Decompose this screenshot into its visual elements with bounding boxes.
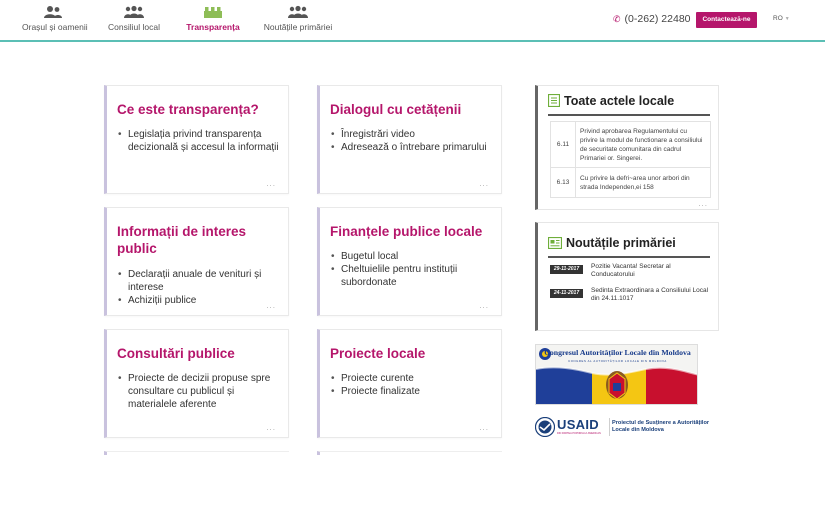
act-number: 6.13	[551, 168, 576, 198]
section-link[interactable]: • Bugetul local	[330, 250, 497, 263]
title-underline	[548, 256, 710, 258]
section-link[interactable]: • Adresează o întrebare primarului	[330, 141, 497, 154]
section-card-partial	[317, 451, 502, 455]
more-link[interactable]: ...	[698, 199, 708, 208]
section-title[interactable]: Informații de interes public	[117, 224, 247, 256]
usaid-tagline: DIN PARTEA POPORULUI AMERICAN	[557, 432, 601, 435]
section-link[interactable]: • Cheltuielile pentru instituții subordonate	[330, 263, 497, 289]
usaid-logo-text: USAID	[557, 417, 599, 432]
more-link[interactable]: ...	[266, 179, 276, 188]
people-icon	[22, 5, 84, 19]
usaid-banner[interactable]	[535, 416, 715, 438]
nav-item-transparency[interactable]	[186, 5, 240, 32]
section-card-what-is-transparency	[104, 85, 289, 194]
chevron-down-icon: ▼	[784, 16, 790, 22]
section-card-local-projects	[317, 329, 502, 438]
nav-item-news[interactable]	[263, 5, 333, 32]
local-acts-title[interactable]	[548, 94, 674, 110]
section-links	[330, 250, 497, 289]
section-title[interactable]: Finanțele publice locale	[330, 224, 483, 239]
contact-button[interactable]: Contactează-ne	[696, 12, 757, 28]
act-text[interactable]: Privind aprobarea Regulamentului cu privire la modul de functionare a consiliului de securitate comunitara din cadrul Primariei or. Singerei.	[576, 122, 711, 168]
document-icon	[548, 94, 560, 110]
phone-text: (0-262) 22480	[624, 13, 691, 25]
section-links	[330, 128, 497, 154]
section-card-public-consultations	[104, 329, 289, 438]
nav-label: Transparența	[186, 22, 240, 32]
usaid-project-name: Proiectul de Susținere a Autorităților Locale din Moldova	[612, 420, 710, 433]
phone-number[interactable]	[613, 13, 691, 25]
section-links	[117, 268, 284, 307]
section-card-public-information	[104, 207, 289, 316]
section-title[interactable]: Dialogul cu cetățenii	[330, 102, 462, 117]
top-navigation	[0, 0, 825, 42]
table-row[interactable]	[551, 122, 711, 168]
act-text[interactable]: Cu privire la defri~area unor arbori din strada Independen,ei 158	[576, 168, 711, 198]
transparency-icon	[186, 5, 240, 19]
nav-label: Orașul și oamenii	[22, 22, 88, 32]
more-link[interactable]: ...	[479, 301, 489, 310]
section-links	[117, 128, 284, 154]
news-title-text: Noutățile primăriei	[566, 236, 676, 250]
nav-label: Consiliul local	[108, 22, 160, 32]
news-title[interactable]	[548, 236, 676, 252]
section-card-citizen-dialogue	[317, 85, 502, 194]
more-link[interactable]: ...	[266, 423, 276, 432]
news-icon	[263, 5, 333, 19]
local-acts-panel	[535, 85, 719, 210]
clam-banner[interactable]	[535, 344, 698, 405]
divider	[609, 418, 610, 436]
local-acts-table	[550, 121, 711, 198]
clam-banner-subtitle: CONGRES AL AUTORITĂȚILOR LOCALE DIN MOLDOVA	[568, 359, 667, 363]
title-underline	[548, 114, 710, 116]
language-label: RO	[773, 15, 783, 22]
usaid-seal-icon	[535, 417, 555, 437]
newspaper-icon	[548, 237, 562, 252]
news-date: 29-11-2017	[550, 265, 583, 274]
act-number: 6.11	[551, 122, 576, 168]
section-card-partial	[104, 451, 289, 455]
phone-icon: ✆	[613, 14, 621, 24]
table-row[interactable]	[551, 168, 711, 198]
clam-banner-title: Congresul Autorităților Locale din Moldova	[544, 348, 691, 357]
news-text[interactable]: Sedinta Extraordinara a Consiliului Local din 24.11.1017	[591, 287, 709, 302]
news-text[interactable]: Pozitie Vacanta! Secretar al Conducatorului	[591, 263, 671, 278]
section-link[interactable]: • Proiecte finalizate	[330, 385, 497, 398]
nav-label: Noutățile primăriei	[263, 22, 333, 32]
more-link[interactable]: ...	[266, 301, 276, 310]
council-icon	[108, 5, 160, 19]
section-links	[330, 372, 497, 398]
section-links	[117, 372, 284, 411]
news-date: 24-11-2017	[550, 289, 583, 298]
local-acts-title-text: Toate actele locale	[564, 94, 675, 108]
more-link[interactable]: ...	[479, 179, 489, 188]
section-link[interactable]: • Proiecte curente	[330, 372, 497, 385]
section-link[interactable]: • Achiziții publice	[117, 294, 284, 307]
section-link[interactable]: • Proiecte de decizii propuse spre consultare cu publicul și materialele aferente	[117, 372, 284, 411]
section-title[interactable]: Ce este transparența?	[117, 102, 259, 117]
section-title[interactable]: Consultări publice	[117, 346, 235, 361]
section-link[interactable]: • Legislația privind transparența decizională și accesul la informații	[117, 128, 284, 154]
section-link[interactable]: • Înregistrări video	[330, 128, 497, 141]
section-link[interactable]: • Declarații anuale de venituri și interese	[117, 268, 284, 294]
nav-item-city-people[interactable]	[22, 5, 88, 32]
language-selector[interactable]	[773, 15, 790, 22]
section-card-local-finances	[317, 207, 502, 316]
section-title[interactable]: Proiecte locale	[330, 346, 426, 361]
nav-item-local-council[interactable]	[108, 5, 160, 32]
more-link[interactable]: ...	[479, 423, 489, 432]
news-panel	[535, 222, 719, 331]
